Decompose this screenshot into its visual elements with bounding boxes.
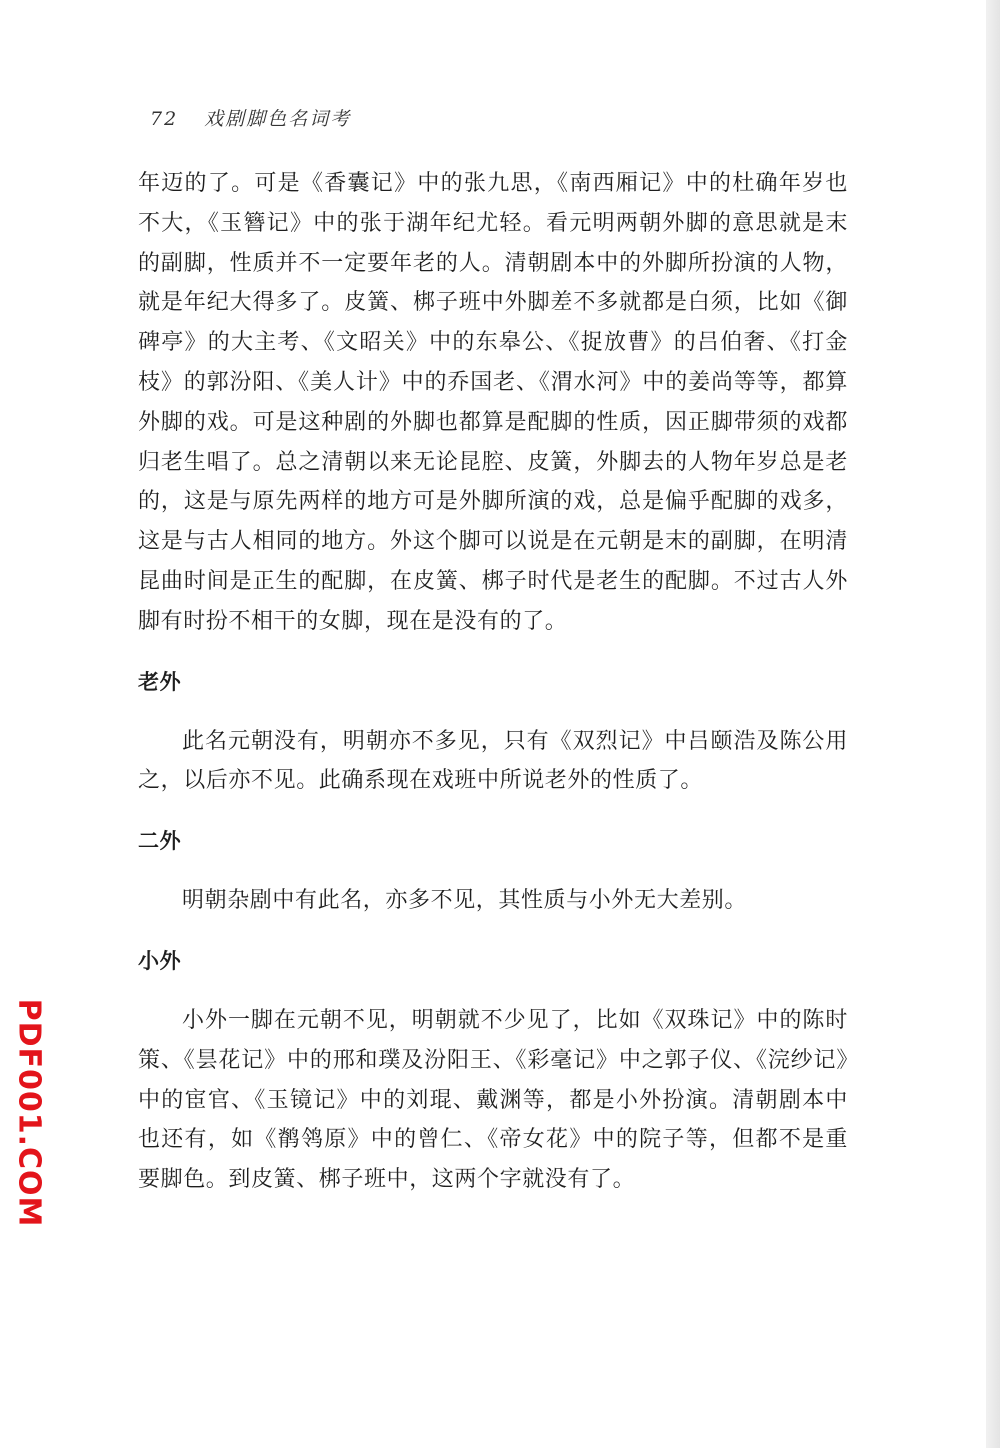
section-paragraph-erwai: 明朝杂剧中有此名，亦多不见，其性质与小外无大差别。 bbox=[182, 888, 748, 914]
section-paragraph-xiaowai: 小外一脚在元朝不见，明朝就不少见了，比如《双珠记》中的陈时策、《昙花记》中的邢和璞及汾阳王、《彩毫记》中之郭子仪、《浣纱记》中的宦官、《玉镜记》中的刘琨、戴渊等，都是小外扮演。清朝剧本中也还有，如《鹡鸰原》中的曾仁、《帝女花》中的院子等，但都不是重要脚色。到皮簧、梆子班中，这两个字就没有了。 bbox=[138, 1007, 848, 1193]
section-title-erwai: 二外 bbox=[138, 829, 182, 854]
watermark-text: PDF001.COM bbox=[11, 998, 47, 1228]
running-header bbox=[150, 104, 351, 131]
continuation-paragraph: 年迈的了。可是《香囊记》中的张九思，《南西厢记》中的杜确年岁也不大，《玉簪记》中的张于湖年纪尤轻。看元明两朝外脚的意思就是末的副脚，性质并不一定要年老的人。清朝剧本中的外脚所扮演的人物，就是年纪大得多了。皮簧、梆子班中外脚差不多就都是白须，比如《御碑亭》的大主考、《文昭关》中的东皋公、《捉放曹》的吕伯奢、《打金枝》的郭汾阳、《美人计》中的乔国老、《渭水河》中的姜尚等等，都算外脚的戏。可是这种剧的外脚也都算是配脚的性质，因正脚带须的戏都归老生唱了。总之清朝以来无论昆腔、皮簧，外脚去的人物年岁总是老的，这是与原先两样的地方可是外脚所演的戏，总是偏乎配脚的戏多，这是与古人相同的地方。外这个脚可以说是在元朝是末的副脚，在明清昆曲时间是正生的配脚，在皮簧、梆子时代是老生的配脚。不过古人外脚有时扮不相干的女脚，现在是没有的了。 bbox=[138, 171, 848, 634]
body-text bbox=[138, 164, 848, 1200]
book-title: 戏剧脚色名词考 bbox=[204, 108, 352, 130]
section-title-xiaowai: 小外 bbox=[138, 948, 182, 973]
section-paragraph-laowai: 此名元朝没有，明朝亦不多见，只有《双烈记》中吕颐浩及陈公用之，以后亦不见。此确系现在戏班中所说老外的性质了。 bbox=[138, 728, 848, 794]
section-title-laowai: 老外 bbox=[138, 669, 182, 694]
page-number: 72 bbox=[150, 108, 179, 130]
page-edge-shadow bbox=[986, 0, 1000, 1448]
watermark bbox=[4, 998, 54, 1228]
